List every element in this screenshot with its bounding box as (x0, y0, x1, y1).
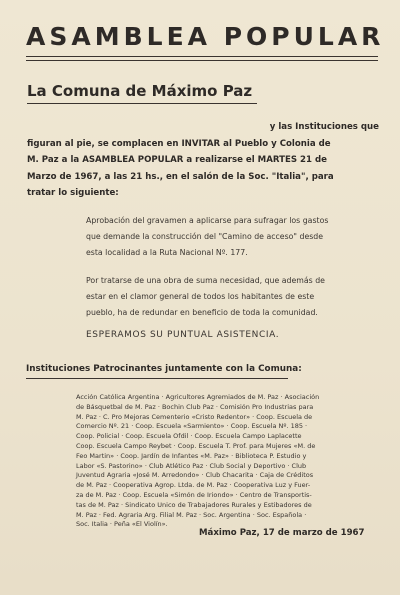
agenda-line: que demande la construcción del "Camino de acceso" desde (86, 232, 324, 241)
title-rule-top (26, 56, 378, 57)
institutions-line: Acción Católica Argentina · Agricultores Agremiados de M. Paz · Asociación (76, 393, 320, 401)
institutions-line: de M. Paz · Cooperativa Agrop. Ltda. de M. Paz · Cooperativa Luz y Fuer- (76, 481, 311, 490)
intro-line-text: figuran al pie, se complacen en INVITAR al Pueblo y Colonia de (27, 138, 331, 149)
institutions-line: Comercio Nº. 21 · Coop. Escuela «Sarmiento» · Coop. Escuela Nº. 185 · (76, 422, 308, 431)
institutions-line: za de M. Paz · Coop. Escuela «Simón de Iriondo» · Centro de Transportis- (76, 490, 312, 499)
institutions-list (76, 393, 382, 530)
reason-line: estar en el clamor general de todos los habitantes de este (86, 292, 315, 301)
agenda-line: Aprobación del gravamen a aplicarse para sufragar los gastos (86, 216, 329, 225)
institutions-line: Soc. Italia · Peña «El Violín». (76, 520, 168, 529)
intro-line: tratar lo siguiente: (27, 188, 119, 199)
institutions-line: Labor «S. Pastorino» · Club Atlético Paz · Club Social y Deportivo · Club (76, 461, 307, 470)
closing-text: ESPERAMOS SU PUNTUAL ASISTENCIA. (86, 330, 280, 340)
institutions-line: tas de M. Paz · Sindicato Unico de Trabajadores Rurales y Estibadores de (76, 500, 312, 509)
reason-line: Por tratarse de una obra de suma necesidad, que además de (86, 276, 325, 285)
intro-line: y las Instituciones que (269, 122, 379, 132)
document-title: ASAMBLEA POPULAR (26, 22, 385, 51)
institutions-line: Coop. Escuela Campo Reybet · Coop. Escuela T. Prof. para Mujeres «M. de (76, 441, 316, 450)
institutions-rule (26, 378, 288, 379)
institutions-line: Coop. Policial · Coop. Escuela Ofdil · Coop. Escuela Campo Laplacette (76, 432, 302, 441)
intro-line (27, 136, 379, 153)
subtitle: La Comuna de Máximo Paz (27, 82, 253, 100)
intro-line: M. Paz a la ASAMBLEA POPULAR a realizarse el MARTES 21 de (27, 155, 327, 166)
institutions-line: Juventud Agraria «José M. Arredondo» · Club Chacarita · Caja de Créditos (76, 471, 314, 480)
intro-line: Marzo de 1967, a las 21 hs., en el salón de la Soc. "Italia", para (27, 171, 334, 182)
institutions-line: de Básquetbal de M. Paz · Bochin Club Paz · Comisión Pro Industrias para (76, 402, 314, 411)
date-footer: Máximo Paz, 17 de marzo de 1967 (199, 528, 365, 538)
title-rule-bottom (26, 60, 378, 61)
institutions-line: Feo Martin» · Coop. Jardín de Infantes «M. Paz» · Biblioteca P. Estudio y (76, 451, 307, 460)
agenda-block (86, 213, 381, 321)
agenda-line: esta localidad a la Ruta Nacional Nº. 177. (86, 248, 248, 257)
intro-paragraph (27, 119, 379, 202)
institutions-line: M. Paz · C. Pro Mejoras Cementerio «Cristo Redentor» · Coop. Escuela de (76, 412, 313, 421)
reason-line: pueblo, ha de redundar en beneficio de toda la comunidad. (86, 308, 318, 317)
subtitle-rule (27, 103, 257, 104)
institutions-line: M. Paz · Fed. Agraria Arg. Filial M. Paz · Soc. Argentina · Soc. Española · (76, 510, 307, 519)
institutions-heading: Instituciones Patrocinantes juntamente con la Comuna: (26, 364, 302, 374)
